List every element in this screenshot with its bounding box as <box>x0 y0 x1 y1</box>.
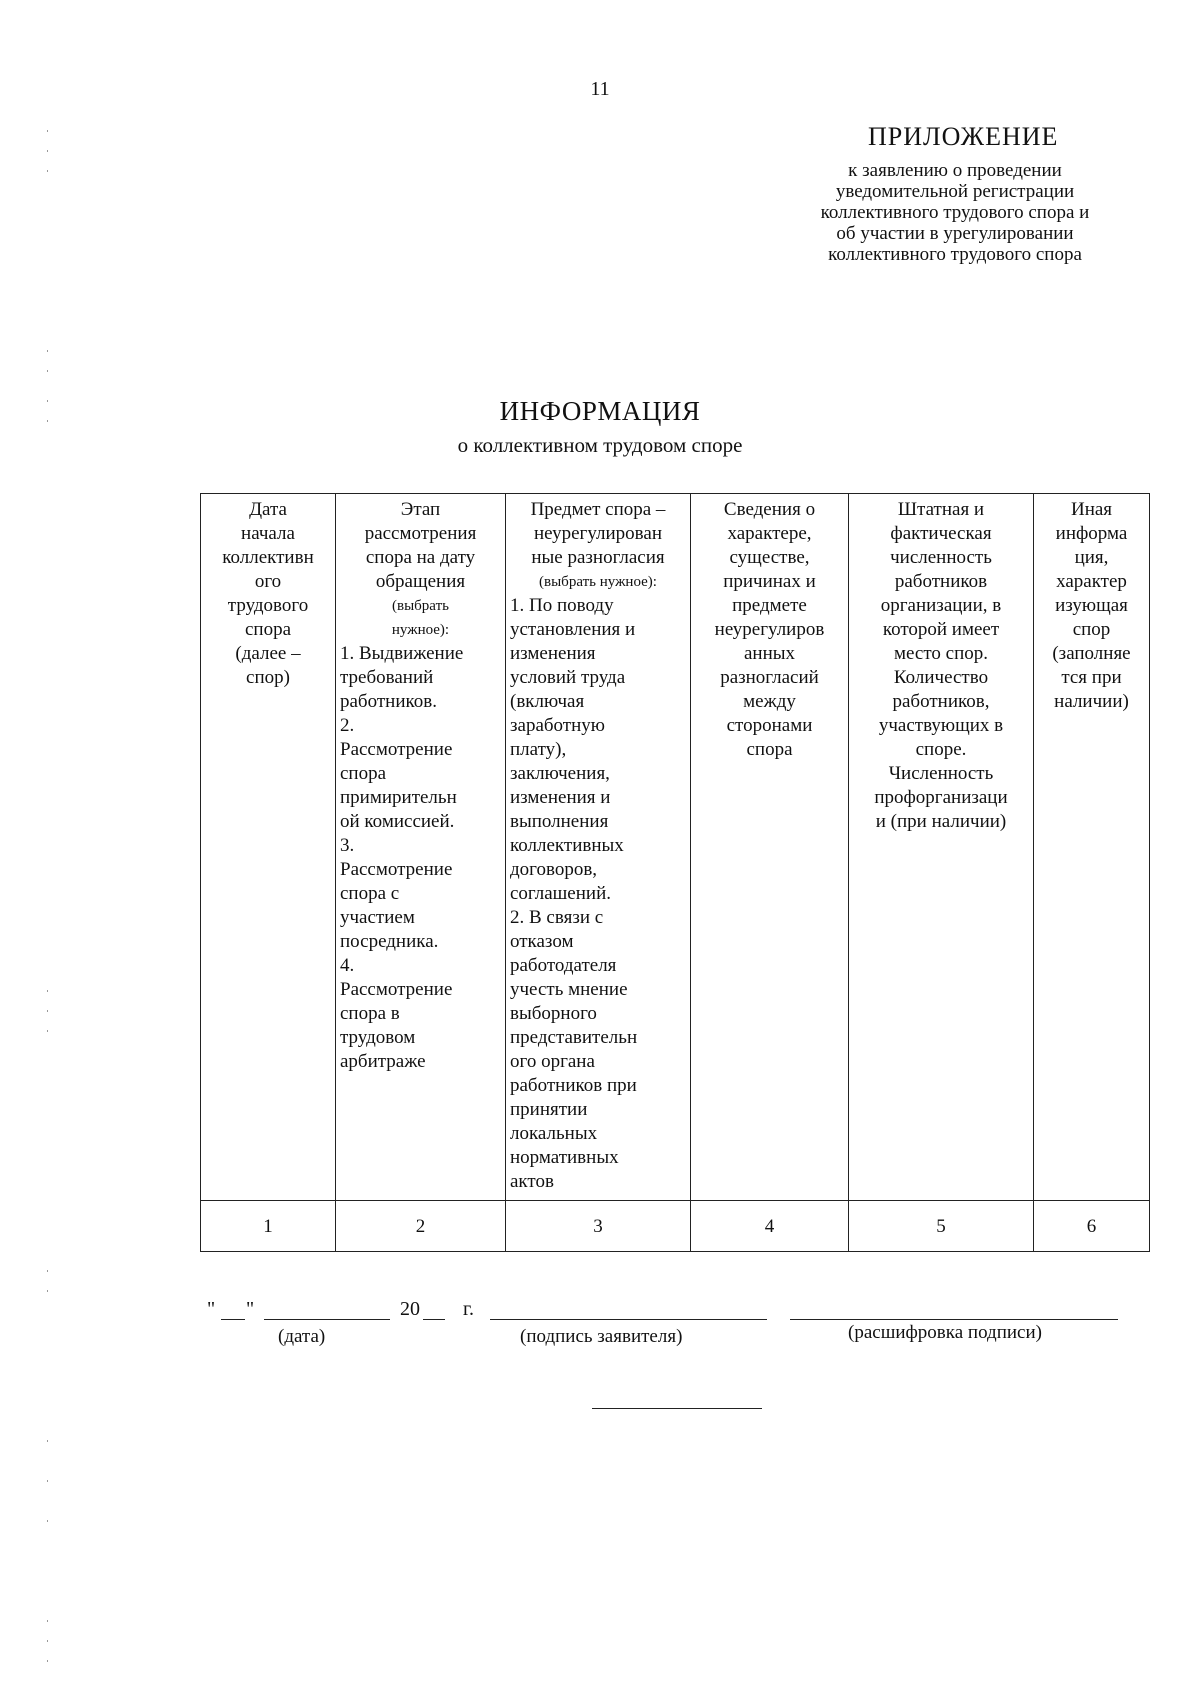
cell-line: ные разногласия <box>531 547 665 568</box>
scan-mark <box>47 1520 48 1522</box>
cell-line: организации, в <box>880 595 1002 616</box>
cell-line: участвующих в <box>878 715 1004 736</box>
cell-line: характере, <box>727 523 812 544</box>
appendix-subtitle <box>780 160 1130 265</box>
cell-line: спор <box>1072 619 1111 640</box>
appendix-subtitle-line: коллективного трудового спора и <box>820 202 1090 223</box>
year-suffix: г. <box>463 1298 474 1320</box>
cell-line: между <box>743 691 796 712</box>
table-number-row <box>201 1201 1150 1252</box>
year-prefix: 20 <box>400 1298 420 1320</box>
scan-mark <box>47 350 48 352</box>
cell-line: соглашений. <box>510 883 611 904</box>
cell-line: спора <box>340 763 387 784</box>
column-number: 1 <box>201 1201 336 1252</box>
cell-line: 2. В связи с <box>510 907 604 928</box>
cell-line: работников при <box>510 1075 637 1096</box>
cell-line: ция, <box>1074 547 1109 568</box>
cell-line: принятии <box>510 1099 588 1120</box>
cell-line: место спор. <box>893 643 989 664</box>
cell-line: фактическая <box>890 523 992 544</box>
appendix-subtitle-line: к заявлению о проведении <box>848 160 1062 181</box>
day-blank <box>221 1319 245 1320</box>
cell-line: информа <box>1055 523 1128 544</box>
scan-mark <box>47 150 48 152</box>
cell-line: Штатная и <box>897 499 985 520</box>
document-title: ИНФОРМАЦИЯ <box>499 396 701 426</box>
cell-line: характер <box>1056 571 1127 592</box>
cell-line: изующая <box>1055 595 1128 616</box>
cell-line: работников. <box>340 691 437 712</box>
cell-line: неурегулиров <box>714 619 825 640</box>
cell-line: договоров, <box>510 859 598 880</box>
cell-line: нормативных <box>510 1147 619 1168</box>
cell-line: изменения и <box>510 787 611 808</box>
cell-line: ого органа <box>510 1051 595 1072</box>
cell-line: отказом <box>510 931 574 952</box>
cell-line: спора с <box>340 883 400 904</box>
scan-mark <box>47 1030 48 1032</box>
cell-line: и (при наличии) <box>875 811 1007 832</box>
cell-line: Рассмотрение <box>340 979 453 1000</box>
cell-line: спора <box>244 619 292 640</box>
cell-line: актов <box>510 1171 554 1192</box>
cell-line: Этап <box>400 499 441 520</box>
cell-line: которой имеет <box>882 619 1000 640</box>
document-subtitle: о коллективном трудовом споре <box>457 433 743 457</box>
cell-line: установления и <box>510 619 636 640</box>
scan-mark <box>47 420 48 422</box>
cell-line: трудовом <box>340 1027 416 1048</box>
column-number: 6 <box>1034 1201 1150 1252</box>
scan-mark <box>47 370 48 372</box>
cell-line: тся при <box>1061 667 1122 688</box>
cell-line: коллективн <box>222 547 314 568</box>
scan-mark <box>47 1290 48 1292</box>
cell-line: Количество <box>893 667 989 688</box>
scan-mark <box>47 170 48 172</box>
date-quote-open: " <box>207 1298 216 1320</box>
cell-line: 3. <box>340 835 355 856</box>
cell-line: 4. <box>340 955 355 976</box>
cell-line: начала <box>241 523 295 544</box>
cell-line: спора в <box>340 1003 400 1024</box>
cell-line: Сведения о <box>723 499 816 520</box>
cell-line: 1. По поводу <box>510 595 614 616</box>
signature-caption: (подпись заявителя) <box>520 1326 683 1347</box>
cell-line: трудового <box>227 595 309 616</box>
cell-line: арбитраже <box>340 1051 426 1072</box>
scan-mark <box>47 990 48 992</box>
cell-line: разногласий <box>720 667 819 688</box>
cell-line: плату), <box>510 739 567 760</box>
cell-line: коллективных <box>510 835 624 856</box>
column-number: 4 <box>691 1201 849 1252</box>
column-number: 3 <box>506 1201 691 1252</box>
cell-line: неурегулирован <box>534 523 662 544</box>
appendix-subtitle-line: коллективного трудового спора <box>828 244 1082 265</box>
appendix-subtitle-line: об участии в урегулировании <box>836 223 1074 244</box>
cell-line: сторонами <box>726 715 813 736</box>
year-blank <box>423 1319 445 1320</box>
table-header-row <box>201 494 1150 1201</box>
cell-line: 1. Выдвижение <box>340 643 464 664</box>
column-number: 2 <box>336 1201 506 1252</box>
cell-line: причинах и <box>723 571 816 592</box>
cell-line: работников <box>894 571 988 592</box>
col3-header-cell <box>506 494 691 1201</box>
cell-line: Дата <box>249 499 287 520</box>
scan-mark <box>47 1640 48 1642</box>
page-number: 11 <box>590 78 610 100</box>
cell-line: ого <box>254 571 282 592</box>
cell-line: обращения <box>375 571 466 592</box>
scan-mark <box>47 1010 48 1012</box>
cell-line: участием <box>340 907 415 928</box>
cell-line: профорганизаци <box>874 787 1008 808</box>
signature-blank <box>490 1319 767 1320</box>
cell-line: предмете <box>732 595 807 616</box>
cell-line: посредника. <box>340 931 439 952</box>
cell-line: (далее – <box>235 643 301 664</box>
info-table <box>200 493 1150 1252</box>
cell-line: Рассмотрение <box>340 859 453 880</box>
cell-line: спора на дату <box>365 547 476 568</box>
cell-line: работодателя <box>510 955 617 976</box>
cell-line: ой комиссией. <box>340 811 455 832</box>
scan-mark <box>47 400 48 402</box>
cell-line: представительн <box>510 1027 638 1048</box>
cell-line: Предмет спора – <box>530 499 666 520</box>
cell-line: примирительн <box>340 787 457 808</box>
column-number: 5 <box>849 1201 1034 1252</box>
date-caption: (дата) <box>278 1326 326 1347</box>
end-rule <box>592 1408 762 1409</box>
col1-header-cell <box>201 494 336 1201</box>
cell-line: нужное): <box>391 622 450 638</box>
cell-line: выполнения <box>510 811 609 832</box>
cell-line: споре. <box>915 739 967 760</box>
appendix-title: ПРИЛОЖЕНИЕ <box>868 122 1059 151</box>
scan-mark <box>47 1660 48 1662</box>
cell-line: учесть мнение <box>510 979 628 1000</box>
cell-line: анных <box>743 643 796 664</box>
cell-line: локальных <box>510 1123 598 1144</box>
scan-mark <box>47 1620 48 1622</box>
cell-line: Численность <box>888 763 994 784</box>
cell-line: численность <box>890 547 992 568</box>
date-quote-close: " <box>246 1298 255 1320</box>
col2-header-cell <box>336 494 506 1201</box>
cell-line: существе, <box>729 547 810 568</box>
cell-line: рассмотрения <box>364 523 477 544</box>
scan-mark <box>47 1270 48 1272</box>
col5-header-cell <box>849 494 1034 1201</box>
col6-header-cell <box>1034 494 1150 1201</box>
cell-line: спор) <box>246 667 290 688</box>
cell-line: (заполняе <box>1052 643 1131 664</box>
cell-line: наличии) <box>1054 691 1129 712</box>
cell-line: условий труда <box>510 667 626 688</box>
cell-line: 2. <box>340 715 355 736</box>
cell-line: спора <box>746 739 793 760</box>
decode-blank <box>790 1319 1118 1320</box>
col4-header-cell <box>691 494 849 1201</box>
col3-note: (выбрать нужное): <box>539 574 657 590</box>
cell-line: работников, <box>892 691 990 712</box>
cell-line: заработную <box>510 715 605 736</box>
decode-caption: (расшифровка подписи) <box>848 1322 1042 1343</box>
scan-mark <box>47 1480 48 1482</box>
month-blank <box>264 1319 390 1320</box>
scan-mark <box>47 1440 48 1442</box>
cell-line: изменения <box>510 643 596 664</box>
cell-line: (выбрать <box>392 598 449 614</box>
cell-line: выборного <box>510 1003 597 1024</box>
cell-line: Иная <box>1070 499 1113 520</box>
scan-mark <box>47 130 48 132</box>
cell-line: (включая <box>510 691 585 712</box>
cell-line: Рассмотрение <box>340 739 453 760</box>
cell-line: требований <box>340 667 434 688</box>
cell-line: заключения, <box>510 763 610 784</box>
appendix-subtitle-line: уведомительной регистрации <box>835 181 1075 202</box>
